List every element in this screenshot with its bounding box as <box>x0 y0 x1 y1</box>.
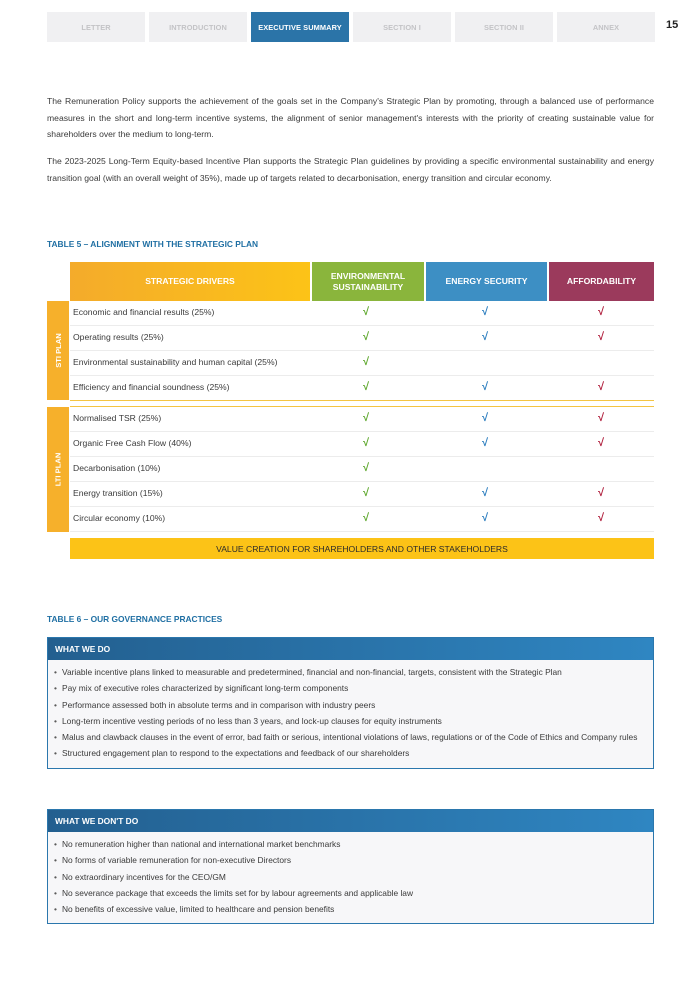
row-label: Normalised TSR (25%) <box>73 413 162 423</box>
check-affordability-icon: √ <box>598 437 605 449</box>
list-item: • No remuneration higher than national and international market benchmarks <box>54 836 647 852</box>
row-label: Energy transition (15%) <box>73 488 163 498</box>
table-row <box>70 507 654 532</box>
row-label: Environmental sustainability and human capital (25%) <box>73 357 278 367</box>
check-energy-security-icon: √ <box>482 331 489 343</box>
value-creation-bar: VALUE CREATION FOR SHAREHOLDERS AND OTHER STAKEHOLDERS <box>70 538 654 559</box>
tab-executive-summary[interactable]: EXECUTIVE SUMMARY <box>251 12 349 42</box>
list-item: • No severance package that exceeds the limits set for by labour agreements and applicable law <box>54 885 647 901</box>
check-affordability-icon: √ <box>598 306 605 318</box>
sti-plan-label <box>47 301 69 400</box>
header-strategic-drivers: STRATEGIC DRIVERS <box>70 262 310 301</box>
check-environmental-icon: √ <box>363 462 370 474</box>
check-energy-security-icon: √ <box>482 512 489 524</box>
check-energy-security-icon: √ <box>482 437 489 449</box>
check-affordability-icon: √ <box>598 331 605 343</box>
table-row <box>70 301 654 326</box>
row-label: Economic and financial results (25%) <box>73 307 215 317</box>
header-affordability: AFFORDABILITY <box>549 262 654 301</box>
row-label: Circular economy (10%) <box>73 513 166 523</box>
section-nav <box>47 12 655 42</box>
check-affordability-icon: √ <box>598 412 605 424</box>
check-energy-security-icon: √ <box>482 412 489 424</box>
check-energy-security-icon: √ <box>482 381 489 393</box>
tab-letter[interactable]: LETTER <box>47 12 145 42</box>
row-label: Organic Free Cash Flow (40%) <box>73 438 192 448</box>
tab-annex[interactable]: ANNEX <box>557 12 655 42</box>
table-row <box>70 376 654 401</box>
intro-paragraph-1: The Remuneration Policy supports the achievement of the goals set in the Company's Strategic Plan by promoting, through a balanced use of performance measures in the short and long-term incentive systems, the alignment of senior management's interests with the priority of creating sustainable value for shareholders over the medium to long-term. <box>47 96 654 140</box>
group-separator <box>70 406 654 407</box>
table-row <box>70 457 654 482</box>
check-environmental-icon: √ <box>363 512 370 524</box>
row-label: Decarbonisation (10%) <box>73 463 161 473</box>
list-item: • No extraordinary incentives for the CEO/GM <box>54 869 647 885</box>
row-label: Operating results (25%) <box>73 332 164 342</box>
table-row <box>70 351 654 376</box>
list-item: • Structured engagement plan to respond to the expectations and feedback of our shareholders <box>54 745 647 761</box>
check-environmental-icon: √ <box>363 331 370 343</box>
list-item: • No benefits of excessive value, limited to healthcare and pension benefits <box>54 901 647 917</box>
what-we-dont-heading: WHAT WE DON'T DO <box>48 810 653 832</box>
check-environmental-icon: √ <box>363 437 370 449</box>
what-we-dont-list <box>48 832 653 923</box>
list-item: • Malus and clawback clauses in the event of error, bad faith or serious, intentional violations of laws, regulations or of the Code of Ethics and Company rules <box>54 729 647 745</box>
lti-plan-label <box>47 407 69 532</box>
list-item: • Pay mix of executive roles characterized by significant long-term components <box>54 680 647 696</box>
what-we-do-box <box>47 637 654 769</box>
check-environmental-icon: √ <box>363 412 370 424</box>
page-number: 15 <box>666 19 679 31</box>
what-we-do-heading: WHAT WE DO <box>48 638 653 660</box>
list-item: • Long-term incentive vesting periods of no less than 3 years, and lock-up clauses for equity instruments <box>54 713 647 729</box>
sti-plan-text: STI PLAN <box>53 333 63 368</box>
list-item: • Variable incentive plans linked to measurable and predetermined, financial and non-financial, targets, consistent with the Strategic Plan <box>54 664 647 680</box>
list-item: • No forms of variable remuneration for non-executive Directors <box>54 852 647 868</box>
table6-title: TABLE 6 – OUR GOVERNANCE PRACTICES <box>47 614 223 624</box>
lti-plan-text: LTI PLAN <box>53 452 63 487</box>
list-item: • Performance assessed both in absolute terms and in comparison with industry peers <box>54 697 647 713</box>
table-row <box>70 326 654 351</box>
header-environmental-sustainability: ENVIRONMENTAL SUSTAINABILITY <box>312 262 424 301</box>
check-environmental-icon: √ <box>363 356 370 368</box>
check-energy-security-icon: √ <box>482 306 489 318</box>
table-row <box>70 407 654 432</box>
check-environmental-icon: √ <box>363 381 370 393</box>
what-we-dont-box <box>47 809 654 924</box>
check-affordability-icon: √ <box>598 512 605 524</box>
table-row <box>70 482 654 507</box>
check-energy-security-icon: √ <box>482 487 489 499</box>
intro-paragraph-2: The 2023-2025 Long-Term Equity-based Incentive Plan supports the Strategic Plan guidelines by providing a specific environmental sustainability and energy transition goal (with an overall weight of 35%), made up of targets related to decarbonisation, energy transition and circular economy. <box>47 156 654 183</box>
table5-title: TABLE 5 – ALIGNMENT WITH THE STRATEGIC PLAN <box>47 239 259 249</box>
check-affordability-icon: √ <box>598 381 605 393</box>
tab-introduction[interactable]: INTRODUCTION <box>149 12 247 42</box>
check-affordability-icon: √ <box>598 487 605 499</box>
tab-section-ii[interactable]: SECTION II <box>455 12 553 42</box>
header-energy-security: ENERGY SECURITY <box>426 262 547 301</box>
what-we-do-list <box>48 660 653 768</box>
check-environmental-icon: √ <box>363 487 370 499</box>
tab-section-i[interactable]: SECTION I <box>353 12 451 42</box>
table-row <box>70 432 654 457</box>
check-environmental-icon: √ <box>363 306 370 318</box>
row-label: Efficiency and financial soundness (25%) <box>73 382 230 392</box>
